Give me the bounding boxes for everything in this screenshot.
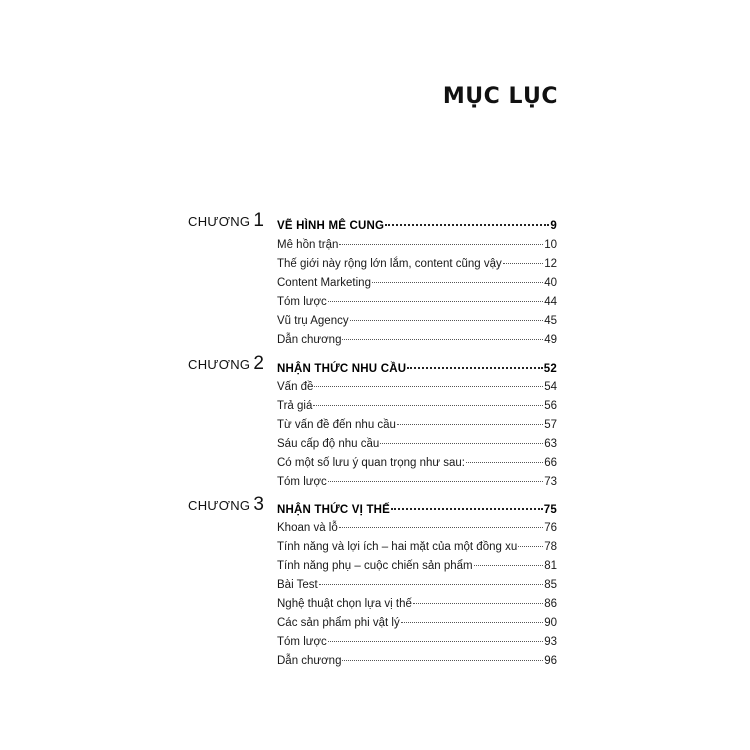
toc-entry-text: Sáu cấp độ nhu cầu bbox=[277, 438, 380, 450]
toc-heading-text: NHẬN THỨC NHU CẦU bbox=[277, 363, 407, 375]
toc-entry-text: Dẫn chương bbox=[277, 334, 342, 346]
dot-leader bbox=[372, 268, 543, 283]
dot-leader bbox=[313, 391, 543, 406]
toc-page-number: 12 bbox=[544, 258, 557, 270]
toc-entry-text: Nghệ thuật chọn lựa vị thế bbox=[277, 598, 412, 610]
toc-page-number: 85 bbox=[544, 579, 557, 591]
toc-entry[interactable] bbox=[277, 328, 557, 348]
toc-page-number: 45 bbox=[544, 315, 557, 327]
toc-page-number: 54 bbox=[544, 381, 557, 393]
chapter-1-label bbox=[188, 210, 264, 232]
toc-page-number: 66 bbox=[544, 457, 557, 469]
chapter-word: CHƯƠNG bbox=[188, 357, 251, 372]
chapter-2-label bbox=[188, 353, 264, 375]
toc-entry-text: Vấn đề bbox=[277, 381, 314, 393]
dot-leader bbox=[474, 551, 544, 566]
toc-entry-text: Bài Test bbox=[277, 579, 318, 591]
toc-page-number: 63 bbox=[544, 438, 557, 450]
chapter-number: 2 bbox=[253, 353, 265, 374]
chapter-word: CHƯƠNG bbox=[188, 498, 251, 513]
toc-page-number: 49 bbox=[544, 334, 557, 346]
chapter-number: 1 bbox=[253, 210, 265, 231]
toc-entry-text: Tính năng và lợi ích – hai mặt của một đồng xu bbox=[277, 541, 518, 553]
toc-entry-text: Vũ trụ Agency bbox=[277, 315, 349, 327]
dot-leader bbox=[391, 494, 543, 510]
chapter-word: CHƯƠNG bbox=[188, 214, 251, 229]
toc-page-number: 10 bbox=[544, 239, 557, 251]
toc-page-number: 9 bbox=[550, 220, 557, 232]
dot-leader bbox=[342, 646, 543, 661]
dot-leader bbox=[339, 513, 543, 528]
chapter-3-label bbox=[188, 494, 264, 516]
dot-leader bbox=[380, 429, 543, 444]
toc-page-number: 52 bbox=[543, 363, 557, 375]
toc-page-number: 93 bbox=[544, 636, 557, 648]
toc-entry-text: Tính năng phụ – cuộc chiến sản phẩm bbox=[277, 560, 473, 572]
toc-entry-text: Có một số lưu ý quan trọng như sau: bbox=[277, 457, 465, 469]
dot-leader bbox=[328, 467, 543, 482]
dot-leader bbox=[328, 627, 543, 642]
toc-entry[interactable] bbox=[277, 516, 557, 536]
dot-leader bbox=[466, 448, 543, 463]
toc-page-number: 81 bbox=[544, 560, 557, 572]
toc-page-number: 44 bbox=[544, 296, 557, 308]
toc-page-number: 76 bbox=[544, 522, 557, 534]
toc-entry-text: Tóm lược bbox=[277, 296, 327, 308]
toc-page-number: 57 bbox=[544, 419, 557, 431]
dot-leader bbox=[407, 353, 543, 369]
toc-page-number: 75 bbox=[543, 504, 557, 516]
toc-entry-text: Trả giá bbox=[277, 400, 313, 412]
dot-leader bbox=[314, 372, 543, 387]
dot-leader bbox=[413, 589, 543, 604]
chapter-number: 3 bbox=[253, 494, 265, 515]
toc-entry-text: Từ vấn đề đến nhu cầu bbox=[277, 419, 396, 431]
toc-page-number: 56 bbox=[544, 400, 557, 412]
dot-leader bbox=[319, 570, 544, 585]
toc-entry-text: Mê hồn trận bbox=[277, 239, 339, 251]
dot-leader bbox=[518, 532, 543, 547]
toc-entry-text: Content Marketing bbox=[277, 277, 371, 289]
toc-page-number: 73 bbox=[544, 476, 557, 488]
dot-leader bbox=[350, 306, 544, 321]
page-title: MỤC LỤC bbox=[442, 84, 558, 109]
dot-leader bbox=[397, 410, 543, 425]
toc-entry-text: Các sản phẩm phi vật lý bbox=[277, 617, 400, 629]
dot-leader bbox=[503, 249, 543, 264]
dot-leader bbox=[401, 608, 543, 623]
toc-page-number: 86 bbox=[544, 598, 557, 610]
dot-leader bbox=[328, 287, 543, 302]
toc-entry[interactable] bbox=[277, 470, 557, 490]
toc-entry-text: Dẫn chương bbox=[277, 655, 342, 667]
dot-leader bbox=[342, 325, 543, 340]
toc-page-number: 90 bbox=[544, 617, 557, 629]
toc-entry-text: Thế giới này rộng lớn lắm, content cũng vậy bbox=[277, 258, 502, 270]
toc-heading-text: NHẬN THỨC VỊ THẾ bbox=[277, 504, 391, 516]
dot-leader bbox=[339, 230, 543, 245]
toc-entry[interactable] bbox=[277, 649, 557, 669]
toc-entry-text: Tóm lược bbox=[277, 636, 327, 648]
toc-entry-text: Tóm lược bbox=[277, 476, 327, 488]
toc-heading-text: VẼ HÌNH MÊ CUNG bbox=[277, 220, 385, 232]
toc-page-number: 78 bbox=[544, 541, 557, 553]
toc-entry-text: Khoan và lỗ bbox=[277, 522, 338, 534]
toc-page-number: 96 bbox=[544, 655, 557, 667]
dot-leader bbox=[385, 210, 549, 226]
toc-page-number: 40 bbox=[544, 277, 557, 289]
